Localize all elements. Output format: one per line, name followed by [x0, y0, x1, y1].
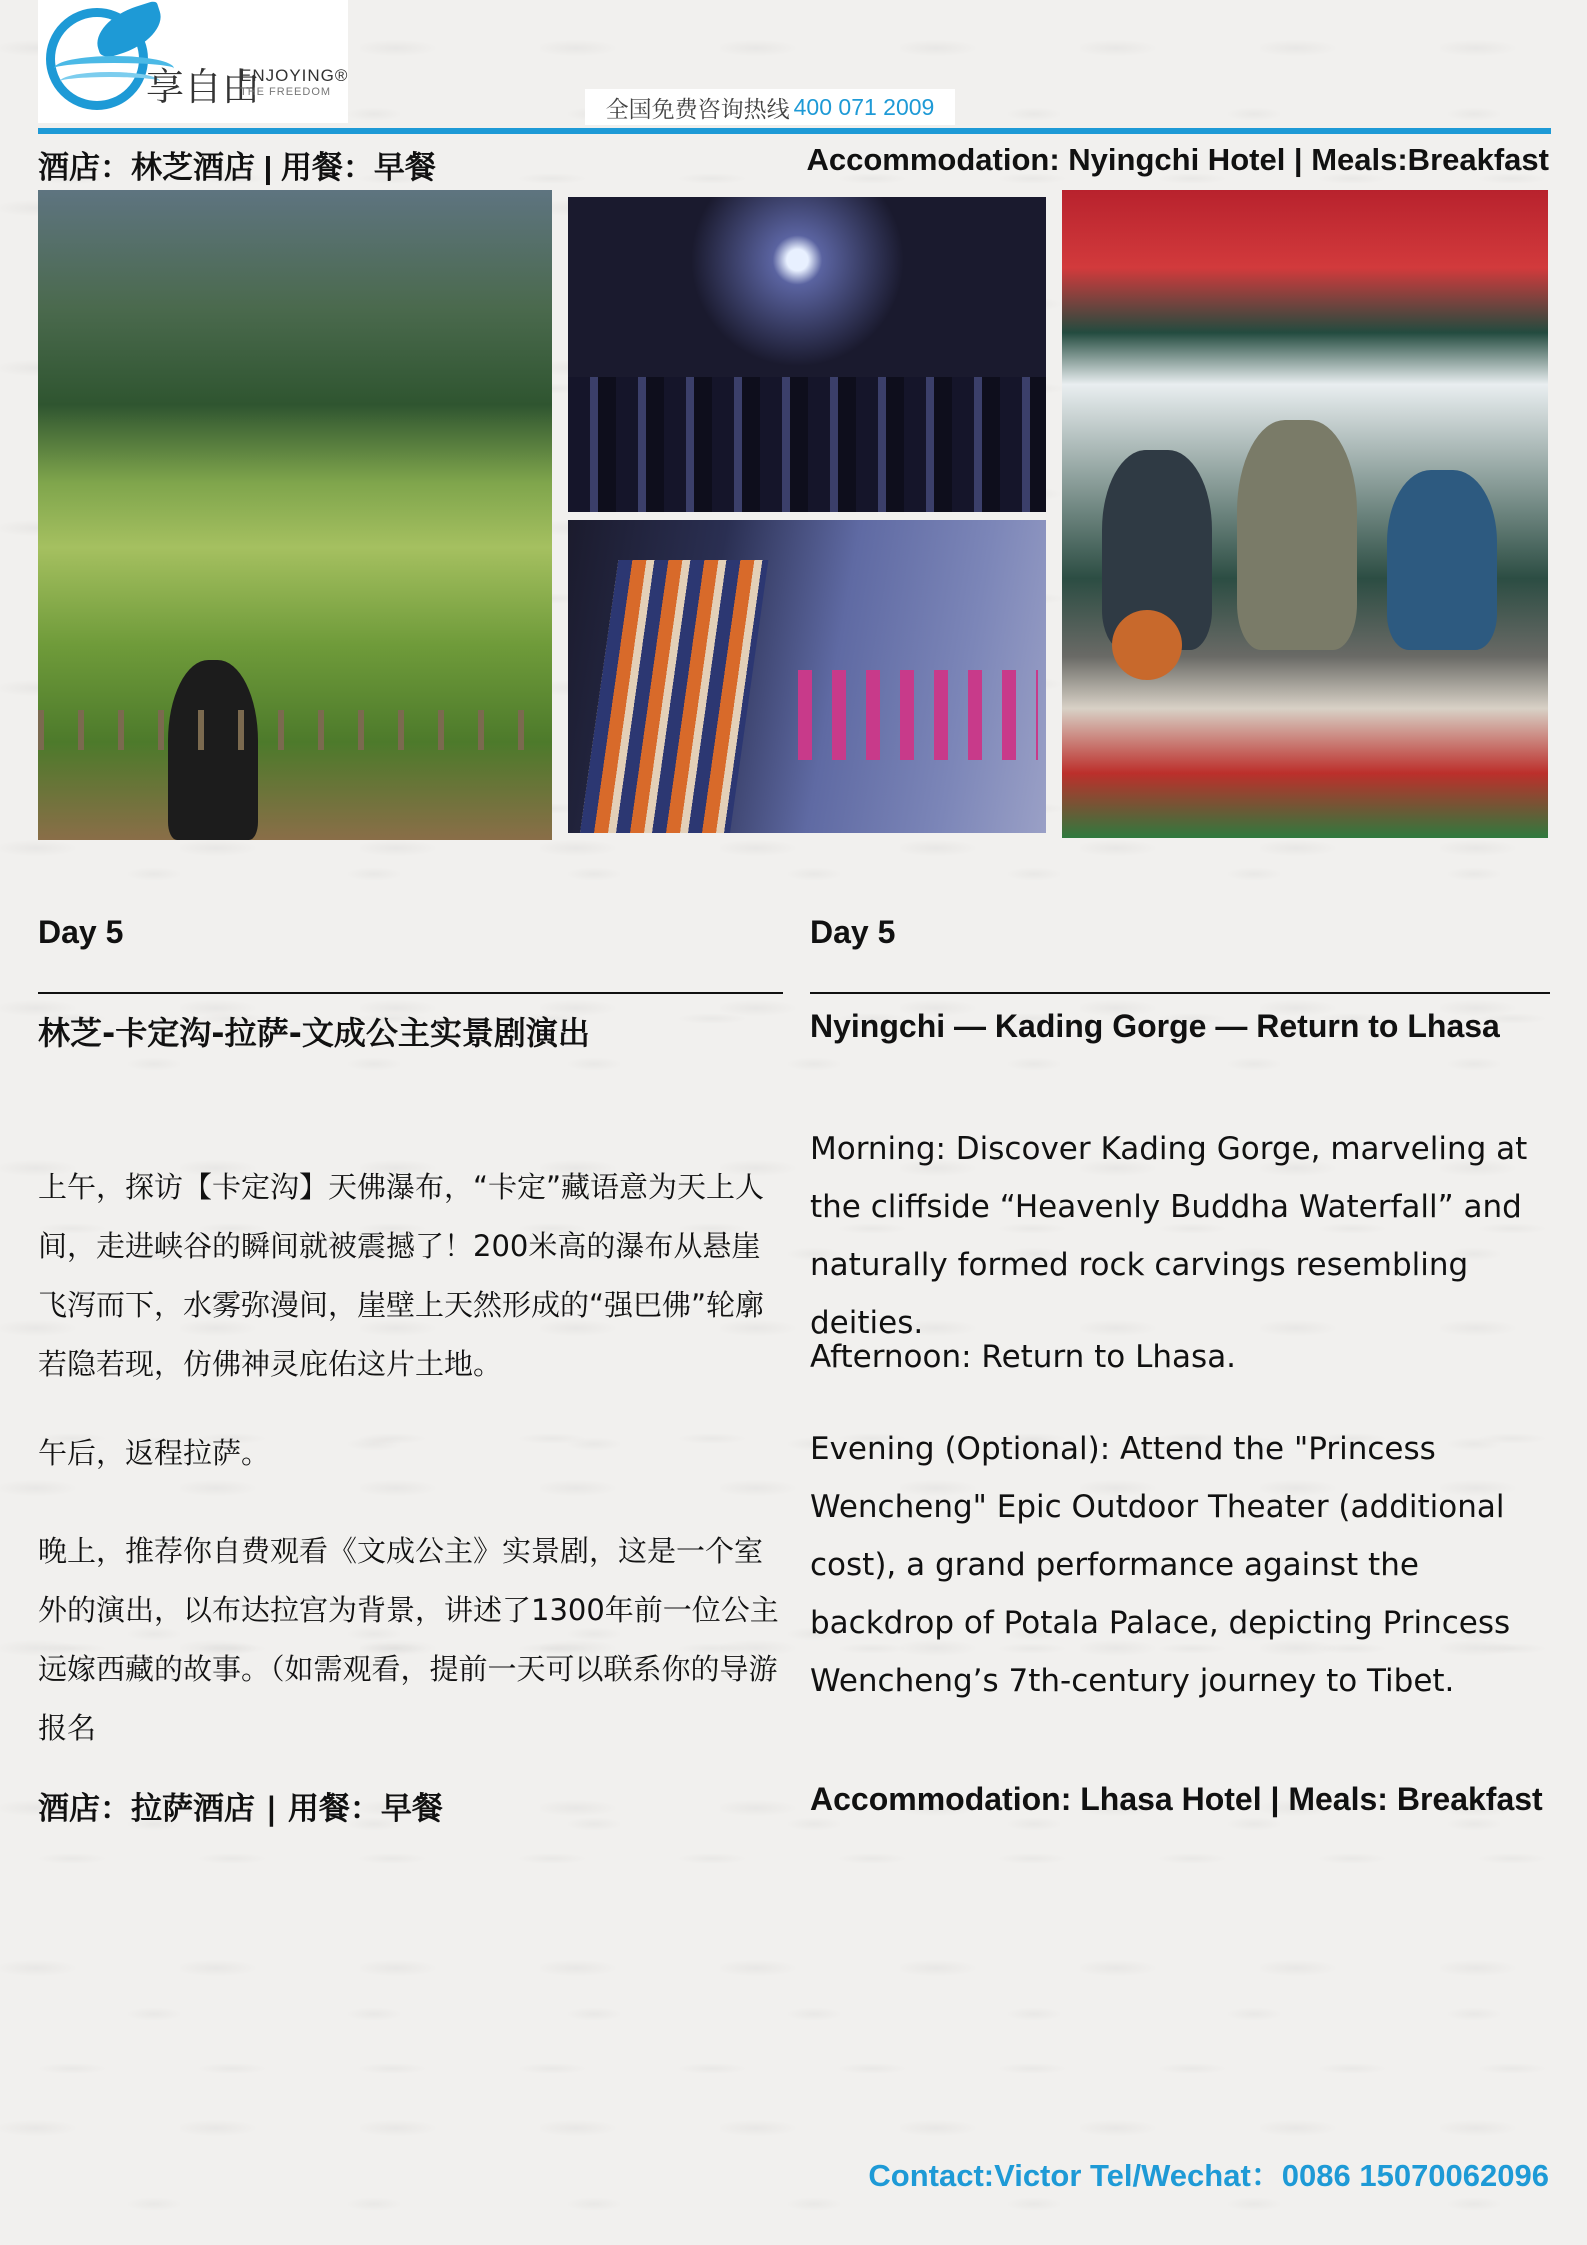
- paragraph-evening-cn: 晚上，推荐你自费观看《文成公主》实景剧，这是一个室外的演出，以布达拉宫为背景，讲述了1300年前一位公主远嫁西藏的故事。（如需观看，提前一天可以联系你的导游报名: [38, 1534, 779, 1745]
- paragraph-afternoon-en: Afternoon: Return to Lhasa.: [810, 1339, 1237, 1375]
- logo-english-text: ENJOYING®: [240, 66, 349, 85]
- accommodation-cn-top: 酒店：林芝酒店 | 用餐：早餐: [38, 150, 436, 185]
- photo-tibetan-children: [1062, 190, 1548, 838]
- basketball-icon: [1112, 610, 1182, 680]
- person-silhouette: [168, 660, 258, 840]
- day-label-en: Day 5: [810, 914, 896, 950]
- child: [1237, 420, 1357, 650]
- header-divider: [38, 128, 1551, 134]
- hotline-banner: [585, 89, 955, 125]
- company-logo: [38, 0, 348, 123]
- paragraph-afternoon-cn: 午后，返程拉萨。: [38, 1436, 271, 1470]
- contact-info[interactable]: Contact:Victor Tel/Wechat：0086 15070062096: [868, 2158, 1549, 2193]
- child: [1387, 470, 1497, 650]
- day-label-cn: Day 5: [38, 914, 124, 950]
- crowd: [568, 377, 1046, 512]
- divider-right: [810, 992, 1550, 994]
- itinerary-title-en: Nyingchi — Kading Gorge — Return to Lhasa: [810, 1008, 1500, 1044]
- paragraph-evening-en: Evening (Optional): Attend the "Princess Wencheng" Epic Outdoor Theater (additional cost), a grand performance against the backdrop of Potala Palace, depicting Princess Wencheng’s 7th-century journey to Tibet.: [810, 1431, 1511, 1699]
- paragraph-morning-en: Morning: Discover Kading Gorge, marveling at the cliffside “Heavenly Buddha Waterfall” and naturally formed rock carvings resembling deities.: [810, 1131, 1528, 1341]
- photo-meadow: [38, 190, 552, 840]
- photo-night-dance: [568, 197, 1046, 512]
- hotline-number[interactable]: 400 071 2009: [793, 93, 935, 120]
- dancers: [798, 670, 1038, 760]
- itinerary-title-cn: 林芝-卡定沟-拉萨-文成公主实景剧演出: [38, 1014, 590, 1052]
- fence: [38, 710, 552, 750]
- wave-icon: [60, 72, 160, 91]
- accommodation-en: Accommodation: Lhasa Hotel | Meals: Breakfast: [810, 1781, 1543, 1817]
- logo-chinese-text: 享自由: [146, 65, 261, 109]
- logo-subtitle: THE FREEDOM: [240, 86, 332, 98]
- photo-square-dance: [568, 520, 1046, 833]
- paragraph-morning-cn: 上午，探访【卡定沟】天佛瀑布，“卡定”藏语意为天上人间，走进峡谷的瞬间就被震撼了！200米高的瀑布从悬崖飞泻而下，水雾弥漫间，崖壁上天然形成的“强巴佛”轮廓若隐若现，仿佛神灵庇佑这片土地。: [38, 1170, 765, 1381]
- divider-left: [38, 992, 783, 994]
- accommodation-en-top: Accommodation: Nyingchi Hotel | Meals:Breakfast: [806, 142, 1549, 177]
- accommodation-cn: 酒店：拉萨酒店 | 用餐：早餐: [38, 1791, 443, 1827]
- hotline-label: 全国免费咨询热线: [605, 95, 790, 122]
- prayer-banners: [578, 560, 769, 833]
